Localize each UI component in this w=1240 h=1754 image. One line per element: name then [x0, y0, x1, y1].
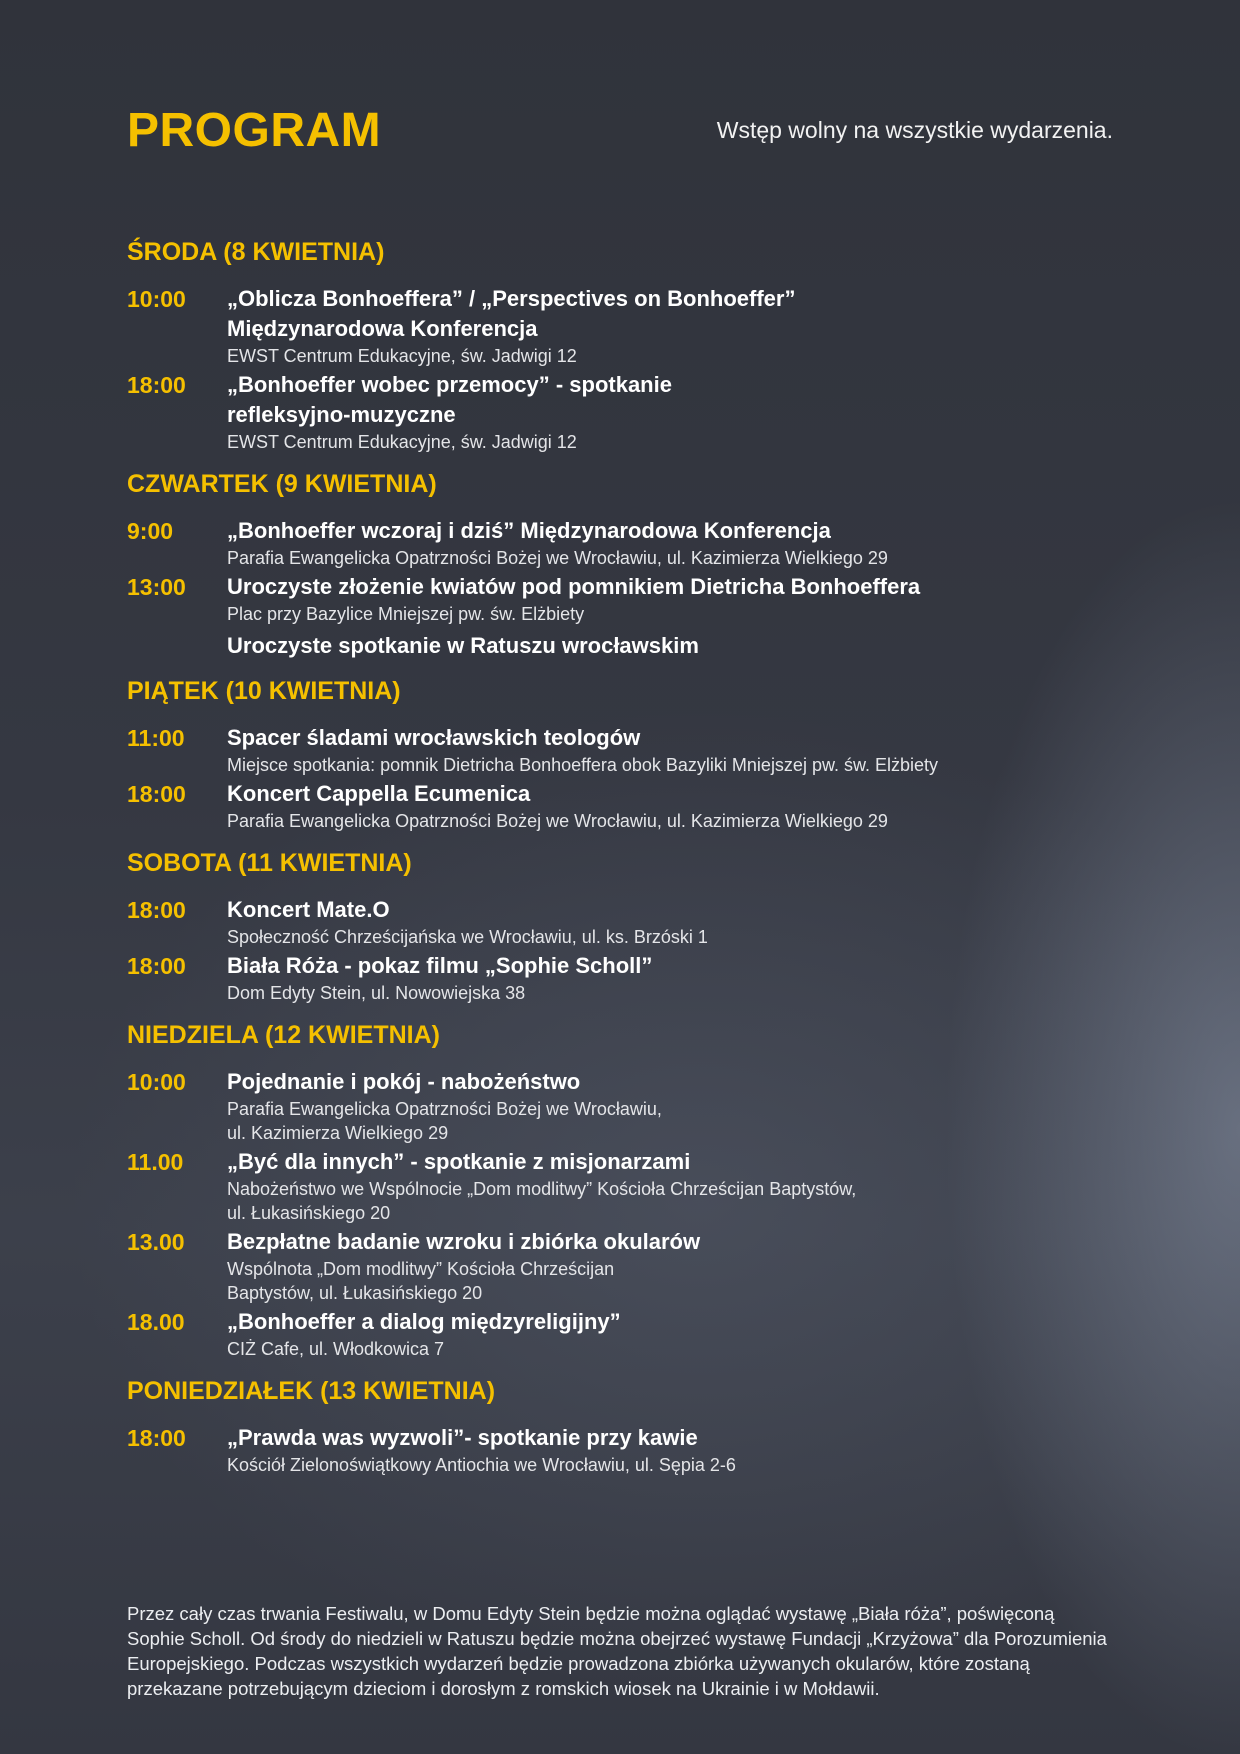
event-body	[227, 723, 1117, 777]
day-heading: PIĄTEK (10 KWIETNIA)	[127, 677, 401, 705]
page-title: PROGRAM	[127, 104, 382, 157]
footer-note: Przez cały czas trwania Festiwalu, w Domu Edyty Stein będzie można oglądać wystawę „Biała róża”, poświęconą Sophie Scholl. Od środy do niedzieli w Ratuszu będzie można obejrzeć wystawę Fundacji „Krzyżowa” dla Porozumienia Europejskiego. Podczas wszystkich wydarzeń będzie prowadzona zbiórka używanych okularów, które zostaną przekazane potrzebującym dzieciom i dorosłym z romskich wiosek na Ukrainie i w Mołdawii.	[127, 1603, 1107, 1699]
free-entry-note: Wstęp wolny na wszystkie wydarzenia.	[716, 117, 1113, 143]
event-item	[127, 1307, 1117, 1361]
day-heading: PONIEDZIAŁEK (13 KWIETNIA)	[127, 1377, 496, 1405]
event-place: Wspólnota „Dom modlitwy” Kościoła Chrześcijan Baptystów, ul. Łukasińskiego 20	[227, 1259, 615, 1303]
event-item	[127, 628, 1117, 661]
event-place: Parafia Ewangelicka Opatrzności Bożej we Wrocławiu, ul. Kazimierza Wielkiego 29	[227, 811, 888, 831]
event-item	[127, 284, 1117, 368]
event-place: EWST Centrum Edukacyjne, św. Jadwigi 12	[227, 432, 577, 452]
event-title: Uroczyste spotkanie w Ratuszu wrocławskim	[227, 633, 699, 658]
event-place: Dom Edyty Stein, ul. Nowowiejska 38	[227, 983, 526, 1003]
event-place: Nabożeństwo we Wspólnocie „Dom modlitwy” Kościoła Chrześcijan Baptystów, ul. Łukasińskiego 20	[227, 1179, 857, 1223]
event-time: 11.00	[127, 1149, 184, 1175]
event-place: Plac przy Bazylice Mniejszej pw. św. Elżbiety	[227, 604, 585, 624]
event-place: CIŻ Cafe, ul. Włodkowica 7	[227, 1339, 445, 1359]
event-title: „Bonhoeffer wobec przemocy” - spotkanie refleksyjno-muzyczne	[227, 372, 672, 427]
day-heading: SOBOTA (11 KWIETNIA)	[127, 849, 412, 877]
event-body	[227, 779, 1117, 833]
event-place: EWST Centrum Edukacyjne, św. Jadwigi 12	[227, 346, 577, 366]
event-time: 13:00	[127, 574, 186, 600]
event-item	[127, 895, 1117, 949]
event-item	[127, 1147, 1117, 1225]
event-time: 18:00	[127, 372, 186, 398]
day-section-friday	[127, 675, 1117, 833]
event-body	[227, 572, 1117, 626]
event-time: 18:00	[127, 781, 186, 807]
day-section-sunday	[127, 1019, 1117, 1361]
event-body	[227, 895, 1117, 949]
event-body	[227, 1067, 1117, 1145]
event-title: „Oblicza Bonhoeffera” / „Perspectives on Bonhoeffer” Międzynarodowa Konferencja	[227, 286, 796, 341]
event-time: 10:00	[127, 1069, 186, 1095]
event-title: Uroczyste złożenie kwiatów pod pomnikiem Dietricha Bonhoeffera	[227, 574, 921, 599]
event-title: „Prawda was wyzwoli”- spotkanie przy kawie	[227, 1425, 698, 1450]
event-title: Pojednanie i pokój - nabożeństwo	[227, 1069, 581, 1094]
event-time: 18:00	[127, 1425, 186, 1451]
event-place: Społeczność Chrześcijańska we Wrocławiu, ul. ks. Brzóski 1	[227, 927, 708, 947]
event-time: 18.00	[127, 1309, 185, 1335]
event-title: Koncert Cappella Ecumenica	[227, 781, 531, 806]
day-heading: CZWARTEK (9 KWIETNIA)	[127, 470, 437, 498]
event-item	[127, 951, 1117, 1005]
event-place: Miejsce spotkania: pomnik Dietricha Bonhoeffera obok Bazyliki Mniejszej pw. św. Elżbiety	[227, 755, 938, 775]
day-section-saturday	[127, 847, 1117, 1005]
day-section-monday	[127, 1375, 1117, 1477]
event-title: Spacer śladami wrocławskich teologów	[227, 725, 641, 750]
event-item	[127, 370, 1117, 454]
event-item	[127, 1227, 1117, 1305]
event-place: Kościół Zielonoświątkowy Antiochia we Wrocławiu, ul. Sępia 2-6	[227, 1455, 736, 1475]
schedule	[127, 236, 1117, 1477]
event-body	[227, 628, 1117, 661]
event-body	[227, 370, 1117, 454]
program-page	[127, 0, 1117, 1754]
event-body	[227, 516, 1117, 570]
event-item	[127, 516, 1117, 570]
day-heading: ŚRODA (8 KWIETNIA)	[127, 238, 385, 266]
event-time: 11:00	[127, 725, 185, 751]
day-section-thursday	[127, 468, 1117, 661]
event-time: 18:00	[127, 953, 186, 979]
event-title: „Bonhoeffer a dialog międzyreligijny”	[227, 1309, 621, 1334]
event-time: 10:00	[127, 286, 186, 312]
event-item	[127, 723, 1117, 777]
event-body	[227, 951, 1117, 1005]
day-heading: NIEDZIELA (12 KWIETNIA)	[127, 1021, 440, 1049]
event-item	[127, 779, 1117, 833]
event-title: „Bonhoeffer wczoraj i dziś” Międzynarodowa Konferencja	[227, 518, 831, 543]
event-body	[227, 284, 1117, 368]
event-title: „Być dla innych” - spotkanie z misjonarzami	[227, 1149, 691, 1174]
event-time: 18:00	[127, 897, 186, 923]
event-time: 9:00	[127, 518, 174, 544]
event-place: Parafia Ewangelicka Opatrzności Bożej we Wrocławiu, ul. Kazimierza Wielkiego 29	[227, 548, 888, 568]
event-body	[227, 1227, 1117, 1305]
event-body	[227, 1307, 1117, 1361]
event-item	[127, 1067, 1117, 1145]
event-title: Biała Róża - pokaz filmu „Sophie Scholl”	[227, 953, 653, 978]
event-item	[127, 1423, 1117, 1477]
event-body	[227, 1147, 1117, 1225]
event-item	[127, 572, 1117, 626]
event-title: Bezpłatne badanie wzroku i zbiórka okularów	[227, 1229, 701, 1254]
event-title: Koncert Mate.O	[227, 897, 390, 922]
event-time: 13.00	[127, 1229, 185, 1255]
event-place: Parafia Ewangelicka Opatrzności Bożej we Wrocławiu, ul. Kazimierza Wielkiego 29	[227, 1099, 662, 1143]
day-section-wednesday	[127, 236, 1117, 454]
event-body	[227, 1423, 1117, 1477]
